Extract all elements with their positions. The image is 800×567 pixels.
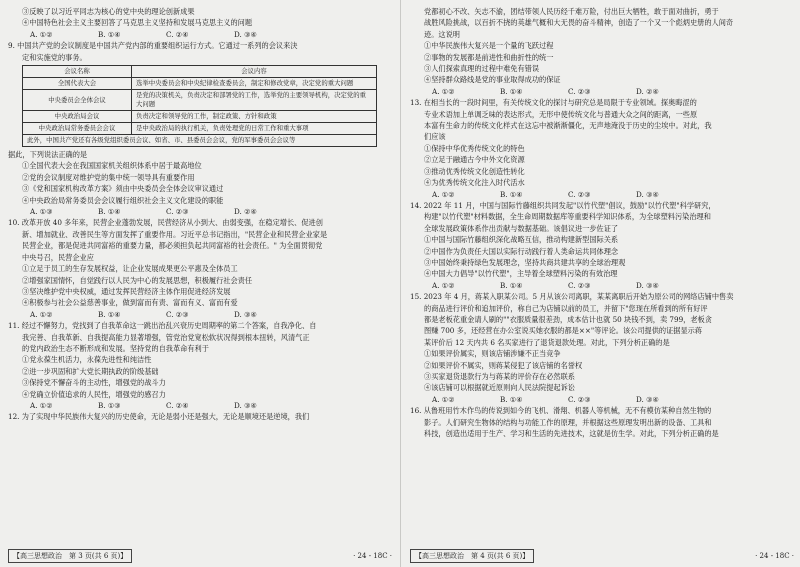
question-stem: 11. 经过不懈努力，党找到了自我革命这一跳出治乱兴衰历史周期率的第二个答案，自我净化、自 <box>8 321 317 331</box>
answer-option: D. ③④ <box>234 400 257 410</box>
answer-option: C. ②③ <box>568 86 591 96</box>
text-line: 定和实施党的事务。 <box>22 52 87 62</box>
answer-option: D. ③④ <box>234 29 257 39</box>
text-line: ②进一步巩固和扩大党长期执政的阶级基础 <box>22 366 159 376</box>
text-line: 影子。人们研究生物体的结构与功能工作的原理，并根据这些原理发明出新的设备、工具和 <box>424 417 712 427</box>
answer-option: B. ①④ <box>500 189 523 199</box>
answer-options <box>8 400 392 411</box>
text-line: ①全国代表大会在我国国家机关组织体系中居于最高地位 <box>22 161 202 171</box>
left-footer <box>8 549 392 563</box>
table-header-content: 会议内容 <box>132 66 377 78</box>
text-line: 专业术语加上单调乏味的表达形式，无形中使传统文化与普通大众之间的距离，一些原 <box>424 109 698 119</box>
left-top-lines <box>8 6 392 63</box>
text-line: ③中国始终秉持绿色发展理念，坚持共商共建共享的全球治理观 <box>424 257 626 267</box>
answer-option: C. ②③ <box>166 207 189 217</box>
text-line: 图赚 700 多，还经营在办公室说买她衣服的都是××"等评论。该公司提供的证据显示蒋 <box>424 326 703 336</box>
text-line: ①中国与国际竹藤组织深化战略互信，推动构建新型国际关系 <box>424 235 619 245</box>
answer-option: C. ②③ <box>166 309 189 319</box>
answer-option: D. ②④ <box>636 86 659 96</box>
text-line: 的党内政治生态不断形成和发展。坚持党的自我革命有利于 <box>22 343 209 353</box>
answer-option: D. ③④ <box>636 394 659 404</box>
meeting-name-cell: 全国代表大会 <box>23 78 132 90</box>
meeting-name-cell: 中央委员会全体会议 <box>23 90 132 111</box>
text-line: 中央号召，民营企业应 <box>22 252 94 262</box>
text-line: 们应该 <box>424 132 446 142</box>
answer-option: A. ①② <box>432 280 455 290</box>
right-footer-label: 【高三思想政治 第 4 页(共 6 页)】 <box>410 549 534 563</box>
answer-options <box>410 280 794 291</box>
answer-option: D. ③④ <box>234 309 257 319</box>
text-line: ③《党和国家机构改革方案》须由中央委员会全体会议审议通过 <box>22 184 224 194</box>
answer-options <box>410 86 794 97</box>
right-footer <box>410 549 794 563</box>
answer-option: A. ①③ <box>30 207 53 217</box>
text-line: 党都初心不改、矢志不渝，团结带领人民历经千难万险，付出巨大牺牲，敢于面对曲折，勇于 <box>424 7 719 16</box>
text-line: 我完善、自我革新、自我提高能力显著增强，管党治党宽松软状况得到根本扭转，风清气正 <box>22 332 310 342</box>
answer-option: D. ③④ <box>636 280 659 290</box>
answer-option: B. ①③ <box>98 400 121 410</box>
meeting-content-cell: 是中央政治局的执行机关，负责处理党的日常工作和重大事项 <box>132 123 377 135</box>
page-divider <box>400 0 401 567</box>
text-line: ①中华民族伟大复兴是一个量的飞跃过程 <box>424 41 554 51</box>
answer-option: B. ①④ <box>500 280 523 290</box>
answer-option: A. ①② <box>432 189 455 199</box>
right-footer-code: · 24 - 18C · <box>755 552 794 560</box>
answer-options <box>8 309 392 320</box>
right-page <box>410 6 794 439</box>
answer-options <box>410 394 794 405</box>
right-lines <box>410 6 794 439</box>
answer-option: B. ①④ <box>500 394 523 404</box>
text-line: ②事物的发展都是前进性和曲折性的统一 <box>424 52 554 62</box>
text-line: 迹。这说明 <box>424 29 460 39</box>
text-line: 科技，创造出适用于生产、学习和生活的先进技术，这就是仿生学。对此，下列分析正确的是 <box>424 429 719 439</box>
answer-option: C. ②③ <box>568 189 591 199</box>
table-row <box>23 78 377 90</box>
question-stem: 14. 2022 年 11 月，中国与国际竹藤组织共同发起"以竹代塑"倡议，鼓励"以竹代塑"科学研究， <box>410 200 716 210</box>
text-line: ④党确立价值追求的人民性，增强党的感召力 <box>22 389 166 399</box>
text-line: ④为优秀传统文化注入时代活水 <box>424 178 525 188</box>
text-line: ②党的会议制度对维护党的集中统一领导具有重要作用 <box>22 172 195 182</box>
text-line: ④中国大力倡导"以竹代塑"，主导着全球塑料污染的有效治理 <box>424 269 618 279</box>
text-line: ③买家退货退款行为与蒋某的评价存在必然联系 <box>424 372 575 381</box>
question-stem: 10. 改革开放 40 多年来，民营企业蓬勃发展，民营经济从小到大、由弱变强，在稳定增长、促进创 <box>8 218 323 228</box>
table-note-cell: 此外，中国共产党还有各级党组织委员会议、如省、市、县委员会会议，党的军事委员会会议等 <box>23 135 377 147</box>
left-footer-label: 【高三思想政治 第 3 页(共 6 页)】 <box>8 549 132 563</box>
text-line: 全球发展政策体系作出贡献与数据基础。该倡议进一步佐证了 <box>424 223 619 233</box>
text-line: ①党永葆生机活力，永葆先进性和纯洁性 <box>22 355 152 365</box>
text-line: ②增强家国情怀，自觉践行以人民为中心的发展思想，积极履行社会责任 <box>22 275 253 285</box>
table-row <box>23 90 377 111</box>
table-row <box>23 111 377 123</box>
question-stem: 12. 为了实现中华民族伟大复兴的历史使命，无论是弱小还是强大，无论是顺境还是逆境，我们 <box>8 412 310 422</box>
text-line: ①立足于员工的生存发展权益，让企业发展成果更公平惠及全体员工 <box>22 264 238 274</box>
text-line: ④中央政治局常务委员会会议履行组织社会主义文化建设的职能 <box>22 195 224 205</box>
meeting-name-cell: 中央政治局常务委员会会议 <box>23 123 132 135</box>
table-row <box>23 135 377 147</box>
text-line: ③反映了以习近平同志为核心的党中央的理论创新成果 <box>22 7 195 16</box>
meeting-content-cell: 是党的决策机关，负责决定和部署党的工作，选举党的主要领导机构，决定党的重大问题 <box>132 90 377 111</box>
text-line: ④该店铺可以根据就近原则向人民法院提起诉讼 <box>424 383 575 393</box>
question-stem: 13. 在相当长的一段时间里，有关传统文化的探讨与研究总是局限于专业领域。探奥晦涩的 <box>410 98 697 108</box>
text-line: 新、增加就业、改善民生等方面发挥了重要作用。习近平总书记指出，"民营企业和民营企业家是 <box>22 229 328 239</box>
answer-option: A. ①② <box>432 394 455 404</box>
table-body <box>23 78 377 147</box>
text-line: ④坚持群众路线是党的事业取得成功的保证 <box>424 75 561 85</box>
text-line: ②立足于融通古今中外文化资源 <box>424 155 525 165</box>
text-line: ②如果评价不属实，则蒋某侵犯了该店铺的名誉权 <box>424 360 583 370</box>
text-line: ③保持党不懈奋斗的主动性，增强党的战斗力 <box>22 378 166 388</box>
question-stem: 9. 中国共产党的会议制度是中国共产党内部的重要组织运行方式。它通过一系列的会议来決 <box>8 41 298 51</box>
answer-option: B. ①④ <box>98 207 121 217</box>
text-line: ③人们探索真理的过程中难免有错误 <box>424 64 540 74</box>
answer-option: A. ①② <box>30 309 53 319</box>
text-line: ①保持中华优秀传统文化的特色 <box>424 143 525 153</box>
text-line: ①如果评价属实，则该店铺涉嫌不正当竞争 <box>424 349 561 359</box>
answer-option: A. ①② <box>30 400 53 410</box>
text-line: 民营企业，都是促进共同富裕的重要力量，都必须担负起共同富裕的社会责任。" 为全面贯彻党 <box>22 241 323 251</box>
text-line: 某评价后 12 天内共 6 名买家进行了退货退款处理。对此，下列分析正确的是 <box>424 337 670 347</box>
question-stem: 16. 从鲁班用竹木作鸟的传说到如今的飞机、滑翔、机器人等机械，无不有模仿某种自然生物的 <box>410 406 712 416</box>
text-line: 本富有生命力的传统文化样式在这忘中被渐渐僵化，无声地淹没于历史的尘埃中。对此，我 <box>424 121 712 131</box>
answer-option: C. ②③ <box>568 280 591 290</box>
text-line: 构建"以竹代塑"材料数据，全生命周期数据库等重要科学知识体系，为全球塑料污染治理和 <box>424 212 711 222</box>
meeting-name-cell: 中央政治局会议 <box>23 111 132 123</box>
text-line: 的商品进行评价和追加评价，称自己为店铺以前的员工，并留下"您现在所看到的所有好评 <box>424 303 708 313</box>
text-line: ④积极参与社会公益慈善事业，做到富而有责、富而有义、富而有爱 <box>22 298 238 308</box>
left-footer-code: · 24 - 18C · <box>353 552 392 560</box>
text-line: ③推动优秀传统文化创造性转化 <box>424 166 525 176</box>
question-stem: 据此，下列说法正确的是 <box>8 150 88 160</box>
answer-option: D. ③④ <box>636 189 659 199</box>
left-bottom-lines <box>8 149 392 423</box>
table-header-name: 会议名称 <box>23 66 132 78</box>
text-line: ②中国作为负责任大国以实际行动践行着人类命运共同体理念 <box>424 246 619 256</box>
answer-option: B. ①④ <box>500 86 523 96</box>
meeting-content-cell: 负责决定和领导党的工作，制定政策、方针和政策 <box>132 111 377 123</box>
table-row <box>23 123 377 135</box>
left-page <box>8 6 392 423</box>
answer-options <box>410 189 794 200</box>
text-line: 都是老板花重金请人刷的""衣服质量很差劲，成本估计也就 50 块钱不到，卖 799，老板贪 <box>424 314 712 324</box>
answer-options <box>8 29 392 40</box>
answer-option: C. ②③ <box>568 394 591 404</box>
answer-options <box>8 206 392 217</box>
answer-option: D. ②④ <box>234 207 257 217</box>
question-stem: 15. 2023 年 4 月，蒋某入职某公司。5 月从该公司离职，某某离职后开始为原公司的网络店铺中售卖 <box>410 292 734 302</box>
text-line: 战胜风险挑战，以百折不挠的英雄气概和大无畏的奋斗精神，创造了一个又一个彪炳史册的人间奇 <box>424 18 734 28</box>
answer-option: B. ①④ <box>98 309 121 319</box>
answer-option: B. ①④ <box>98 29 121 39</box>
answer-option: C. ②④ <box>166 29 189 39</box>
meeting-content-cell: 选举中央委员会和中央纪律检查委员会，制定和修改党章，决定党的重大问题 <box>132 78 377 90</box>
meeting-table <box>22 65 377 147</box>
text-line: ④中国特色社会主义主要回答了马克思主义坚持和发展马克思主义的问题 <box>22 18 253 28</box>
text-line: ③坚决维护党中央权威，通过发挥民营经济主体作用促进经济发展 <box>22 286 231 296</box>
answer-option: A. ①② <box>30 29 53 39</box>
answer-option: C. ②④ <box>166 400 189 410</box>
answer-option: A. ①② <box>432 86 455 96</box>
